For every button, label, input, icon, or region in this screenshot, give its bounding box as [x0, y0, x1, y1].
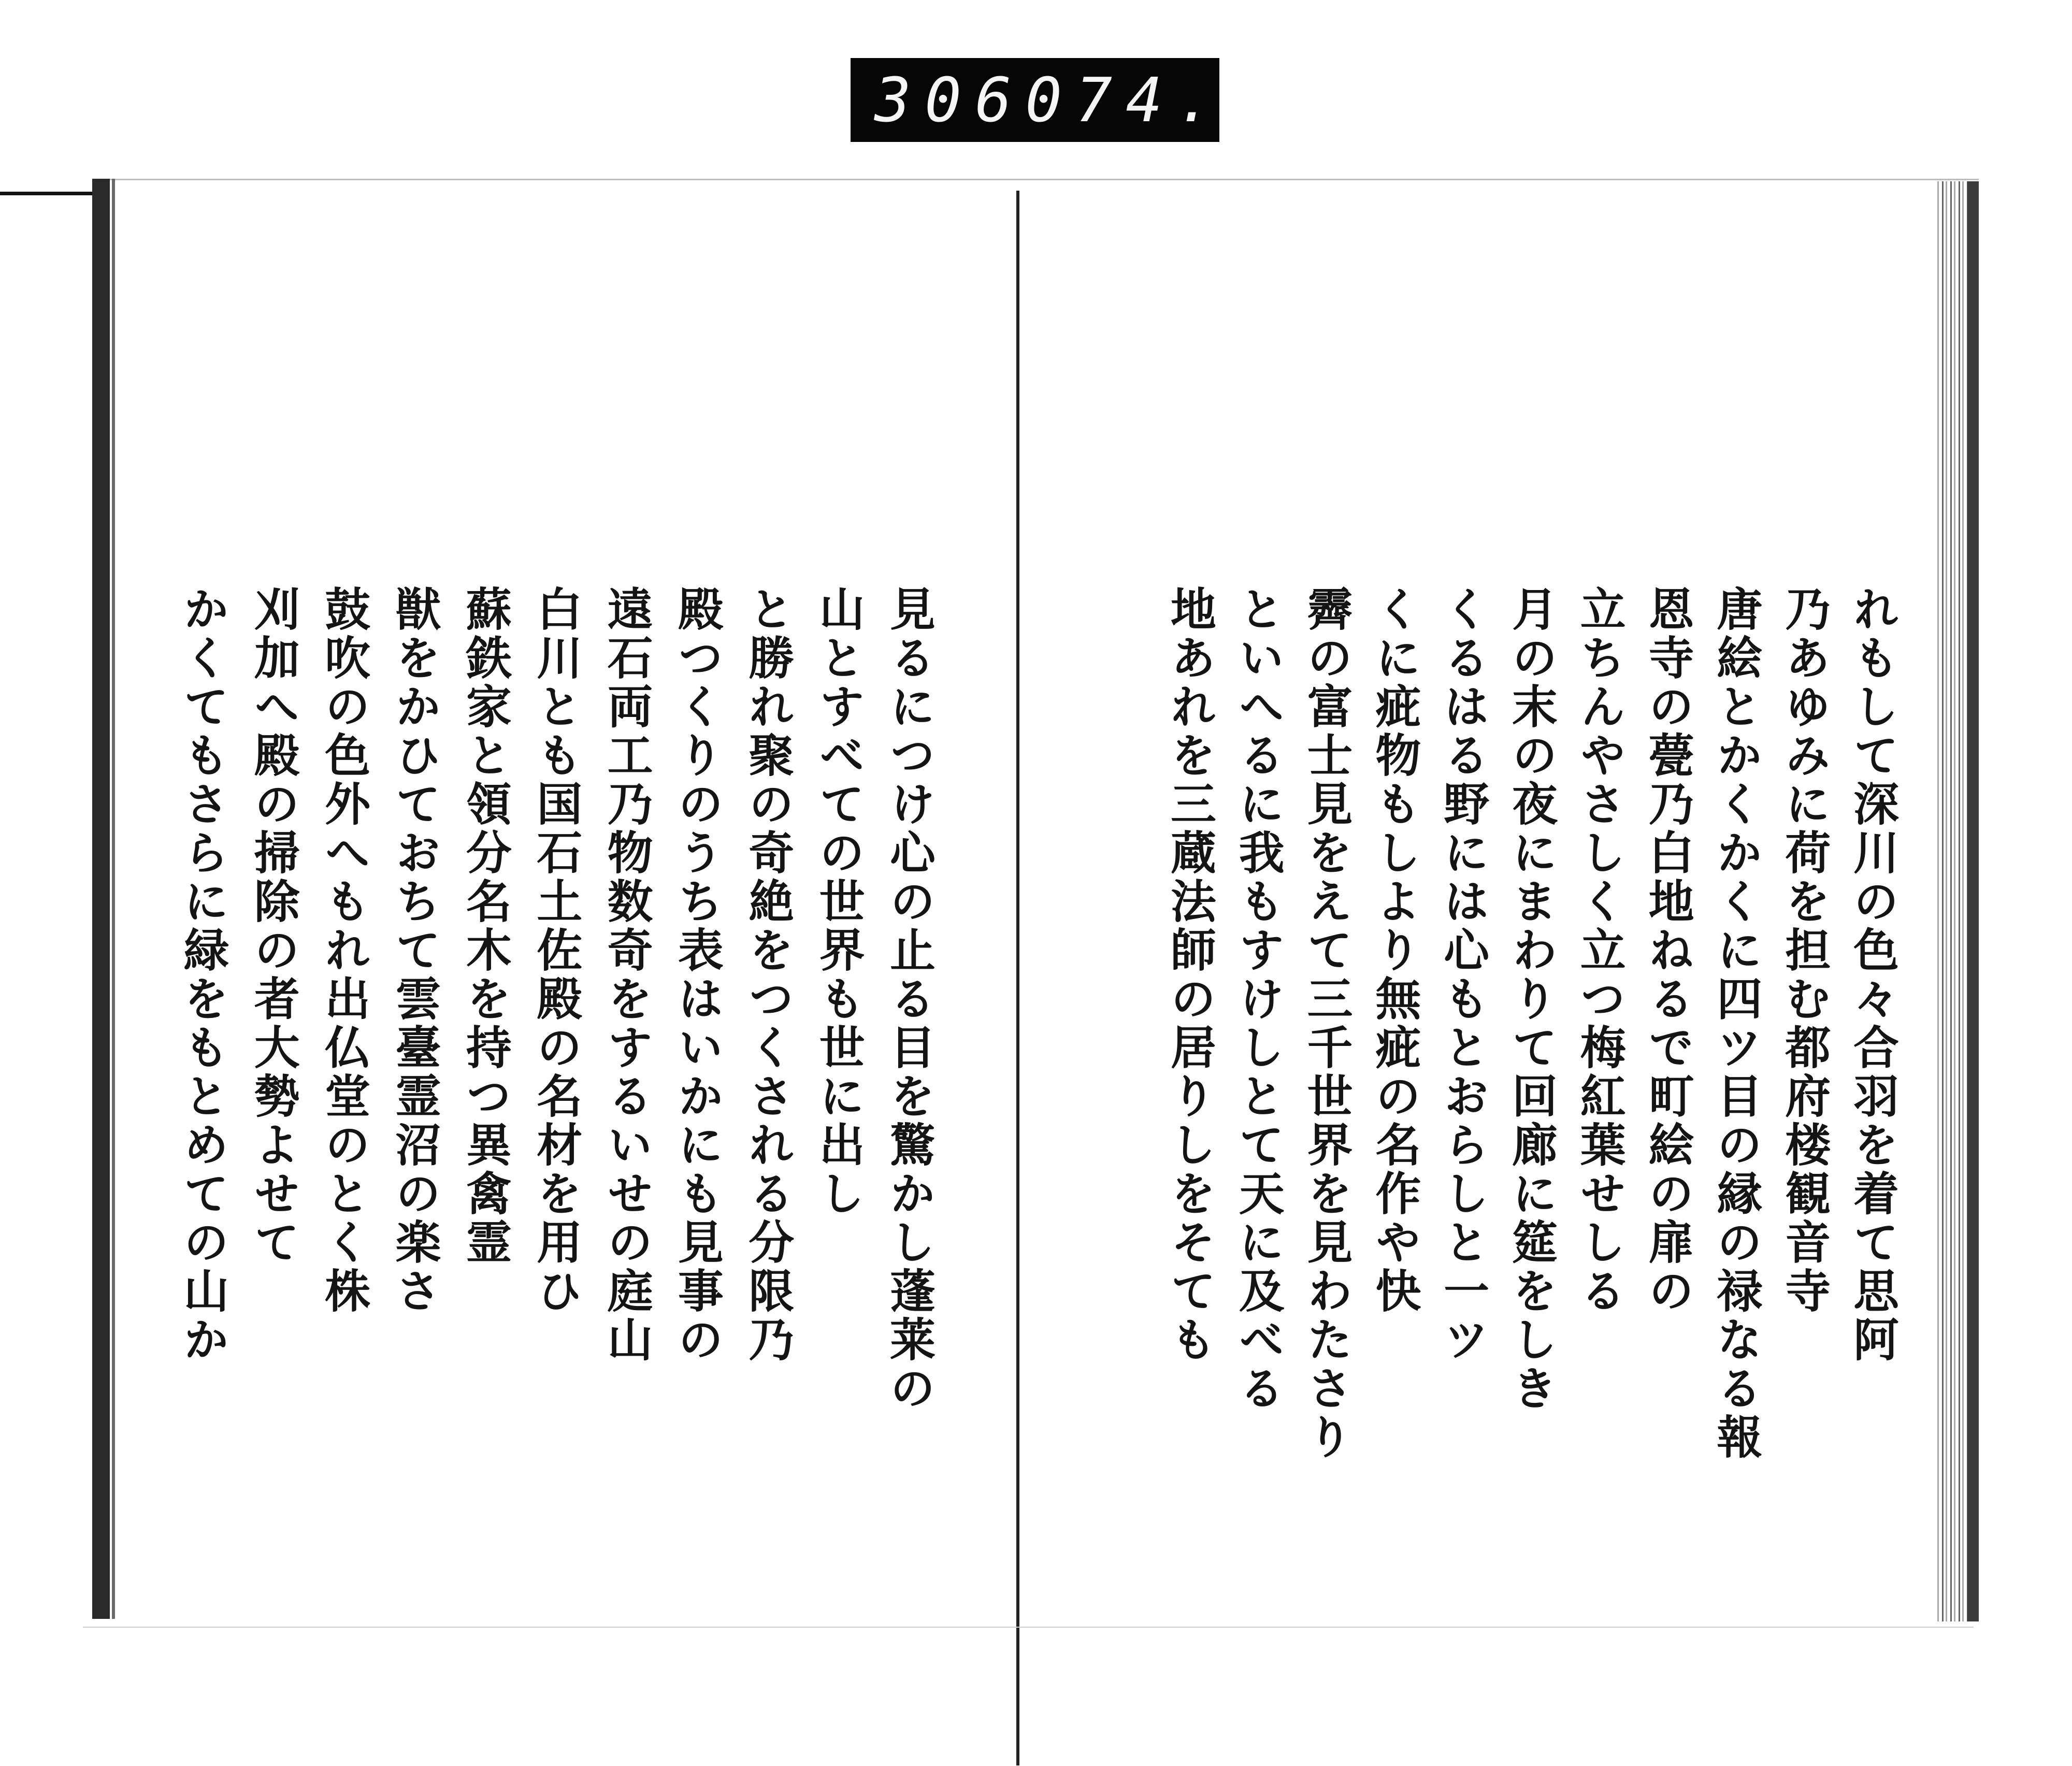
- text-column: 恩寺の甍乃白地ねるで町絵の扉の: [1641, 585, 1695, 1316]
- text-column: 見るにつけ心の止る目を驚かし蓬莱の: [883, 585, 937, 1413]
- text-column: れもして深川の色々合羽を着て思阿: [1846, 585, 1900, 1365]
- text-column: 殿つくりのうち表はいかにも見事の: [670, 585, 725, 1365]
- text-column: 唐絵とかくかくに四ツ目の縁の禄なる報: [1709, 585, 1764, 1462]
- text-column: 獣をかひておちて雲臺霊沼の楽さ: [388, 585, 442, 1316]
- film-edge-line: [0, 192, 98, 195]
- left-cover-edge: [92, 179, 110, 1619]
- left-page: [155, 585, 937, 1413]
- text-column: と勝れ聚の奇絶をつくされる分限乃: [741, 585, 796, 1365]
- reel-number: 306: [874, 64, 1026, 136]
- text-column: 地あれを三蔵法師の居りしをそても: [1163, 585, 1217, 1365]
- text-column: といへるに我もすけしとて天に及べる: [1231, 585, 1286, 1413]
- page-gutter: [1016, 191, 1019, 1765]
- text-column: 山とすべての世界も世に出し: [812, 585, 866, 1218]
- text-column: 乃あゆみに荷を担む都府楼観音寺: [1778, 585, 1832, 1316]
- text-column: 刈加へ殿の掃除の者大勢よせて: [247, 585, 301, 1267]
- text-column: くに疵物もしより無疵の名作や快: [1368, 585, 1422, 1316]
- text-column: 蘇鉄家と領分名木を持つ異禽霊: [458, 585, 513, 1267]
- text-column: かくてもさらに緑をもとめての山か: [176, 585, 231, 1365]
- bottom-edge: [83, 1627, 1974, 1628]
- text-column: くるはる野には心もとおらしと一ツ: [1436, 585, 1491, 1365]
- text-column: 立ちんやさしく立つ梅紅葉せしる: [1573, 585, 1627, 1316]
- frame-number-label: [851, 58, 1227, 142]
- text-column: 月の末の夜にまわりて回廊に筵をしき: [1504, 585, 1559, 1413]
- text-column: 遠石両工乃物数奇をするいせの庭山: [600, 585, 654, 1365]
- right-page: [1145, 585, 1900, 1462]
- text-column: 白川とも国石土佐殿の名材を用ひ: [529, 585, 584, 1316]
- text-column: 鼓吹の色外へもれ出仏堂のとく株: [318, 585, 372, 1316]
- frame-number: 074.: [1025, 64, 1227, 136]
- right-page-edges: [1937, 181, 1979, 1621]
- text-column: 霽の富士見をえて三千世界を見わたさり: [1300, 585, 1354, 1462]
